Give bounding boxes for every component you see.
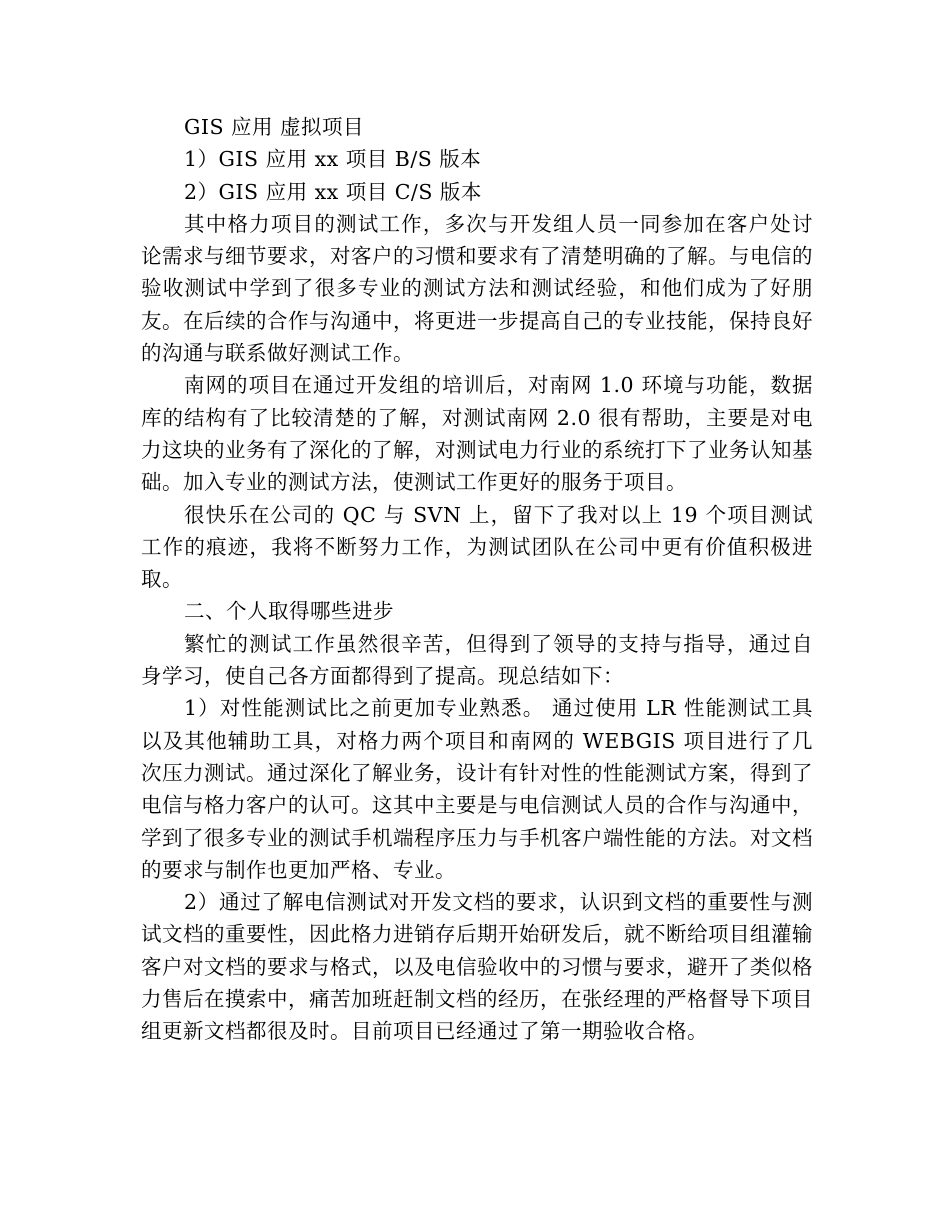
paragraph: 很快乐在公司的 QC 与 SVN 上，留下了我对以上 19 个项目测试工作的痕迹，我将不断努力工作，为测试团队在公司中更有价值积极进取。 — [141, 502, 813, 592]
list-item: 2）GIS 应用 xx 项目 C/S 版本 — [184, 179, 482, 204]
list-item: 1）GIS 应用 xx 项目 B/S 版本 — [184, 147, 482, 172]
paragraph: 其中格力项目的测试工作，多次与开发组人员一同参加在客户处讨论需求与细节要求，对客户的习惯和要求有了清楚明确的了解。与电信的验收测试中学到了很多专业的测试方法和测试经验，和他们成为了好朋友。在后续的合作与沟通中，将更进一步提高自己的专业技能，保持良好的沟通与联系做好测试工作。 — [141, 211, 813, 366]
list-title: GIS 应用 虚拟项目 — [184, 115, 365, 139]
section-heading: 二、个人取得哪些进步 — [184, 599, 394, 624]
document-body — [141, 111, 813, 1048]
paragraph: 1）对性能测试比之前更加专业熟悉。 通过使用 LR 性能测试工具以及其他辅助工具，对格力两个项目和南网的 WEBGIS 项目进行了几次压力测试。通过深化了解业务，设计有针对性的性能测试方案，得到了电信与格力客户的认可。这其中主要是与电信测试人员的合作与沟通中，学到了很多专业的测试手机端程序压力与手机客户端性能的方法。对文档的要求与制作也更加严格、专业。 — [141, 696, 813, 882]
paragraph: 南网的项目在通过开发组的培训后，对南网 1.0 环境与功能，数据库的结构有了比较清楚的了解，对测试南网 2.0 很有帮助，主要是对电力这块的业务有了深化的了解，对测试电力行业的系统打下了业务认知基础。加入专业的测试方法，使测试工作更好的服务于项目。 — [141, 373, 813, 495]
paragraph: 2）通过了解电信测试对开发文档的要求，认识到文档的重要性与测试文档的重要性，因此格力进销存后期开始研发后，就不断给项目组灌输客户对文档的要求与格式，以及电信验收中的习惯与要求，避开了类似格力售后在摸索中，痛苦加班赶制文档的经历，在张经理的严格督导下项目组更新文档都很及时。目前项目已经通过了第一期验收合格。 — [141, 890, 813, 1044]
paragraph: 繁忙的测试工作虽然很辛苦，但得到了领导的支持与指导，通过自身学习，使自己各方面都得到了提高。现总结如下： — [141, 631, 813, 689]
